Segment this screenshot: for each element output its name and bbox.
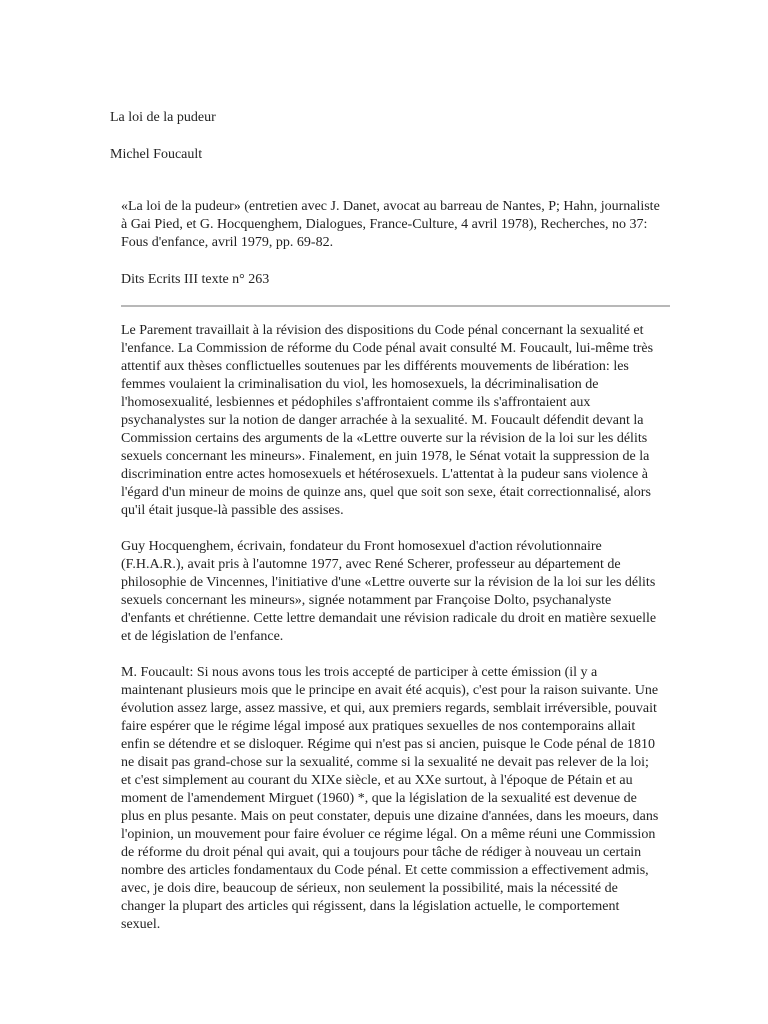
document-author: Michel Foucault [110,147,203,162]
body-paragraph: Guy Hocquenghem, écrivain, fondateur du Front homosexuel d'action révolutionnaire (F.H.A.R.), avait pris à l'automne 1977, avec René Scherer, professeur au département de philosophie de Vincennes, l'initiative d'une «Lettre ouverte sur la révision de la loi sur les délits sexuels concernant les mineurs», signée notamment par Françoise Dolto, psychanalyste d'enfants et chrétienne. Cette lettre demandait une révision radicale du droit en matière sexuelle et de législation de l'enfance. [121,539,657,644]
body-paragraph: Le Parement travaillait à la révision des dispositions du Code pénal concernant la sexualité et l'enfance. La Commission de réforme du Code pénal avait consulté M. Foucault, lui-même très attentif aux thèses conflictuelles soutenues par les différents mouvements de libération: les femmes voulaient la criminalisation du viol, les homosexuels, la décriminalisation de l'homosexualité, lesbiennes et pédophiles s'affrontaient comme ils s'affrontaient aux psychanalystes sur la notion de danger arrachée à la sexualité. M. Foucault défendit devant la Commission certains des arguments de la «Lettre ouverte sur la révision de la loi sur les délits sexuels concernant les mineurs». Finalement, en juin 1978, le Sénat votait la suppression de la discrimination entre actes homosexuels et hétérosexuels. L'attentat à la pudeur sans violence à l'égard d'un mineur de moins de quinze ans, quel que soit son sexe, était correctionnalisé, alors qu'il était jusque-là passible des assises. [121,323,654,518]
body-paragraph: M. Foucault: Si nous avons tous les trois accepté de participer à cette émission (il y a maintenant plusieurs mois que le principe en avait été acquis), c'est pour la raison suivante. Une évolution assez large, assez massive, et qui, aux premiers regards, semblait irréversible, pouvait faire espérer que le régime légal imposé aux pratiques sexuelles de nos contemporains allait enfin se détendre et se disloquer. Régime qui n'est pas si ancien, puisque le Code pénal de 1810 ne disait pas grand-chose sur la sexualité, comme si la sexualité ne devait pas relever de la loi; et c'est simplement au courant du XIXe siècle, et au XXe surtout, à l'époque de Pétain et au moment de l'amendement Mirguet (1960) *, que la législation de la sexualité est devenue de plus en plus pesante. Mais on peut constater, depuis une dizaine d'années, dans les moeurs, dans l'opinion, un mouvement pour faire évoluer ce régime légal. On a même réuni une Commission de réforme du droit pénal qui avait, qui a toujours pour tâche de rédiger à nouveau un certain nombre des articles fondamentaux du Code pénal. Et cette commission a effectivement admis, avec, je dois dire, beaucoup de sérieux, non seulement la possibilité, mais la nécessité de changer la plupart des articles qui régissent, dans la législation actuelle, le comportement sexuel. [121,665,659,932]
document-title: La loi de la pudeur [110,110,216,125]
horizontal-divider [121,305,670,307]
dits-reference: Dits Ecrits III texte n° 263 [121,272,270,287]
document-body [121,322,661,952]
citation-paragraph: «La loi de la pudeur» (entretien avec J. Danet, avocat au barreau de Nantes, P; Hahn, journaliste à Gai Pied, et G. Hocquenghem, Dialogues, France-Culture, 4 avril 1978), Recherches, no 37: Fous d'enfance, avril 1979, pp. 69-82. [121,199,660,250]
